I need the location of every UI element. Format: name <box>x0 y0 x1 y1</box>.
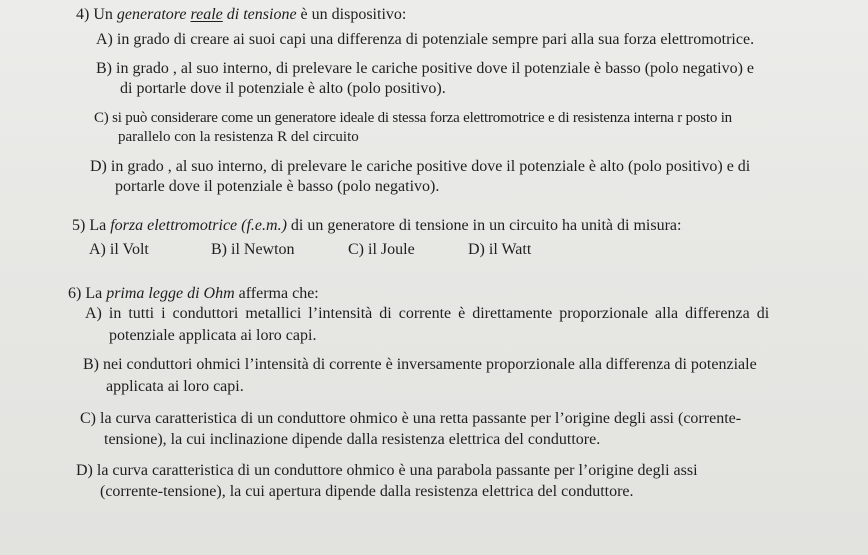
question-4-option-d-line-1: D) in grado , al suo interno, di prelevare le cariche positive dove il potenziale è alto (polo positivo) e di <box>90 158 751 175</box>
question-5-stem-prefix: 5) La <box>72 217 111 234</box>
question-6-option-a-line-1: A) in tutti i conduttori metallici l’intensità di corrente è direttamente proporzionale alla differenza di <box>85 305 770 322</box>
question-5-stem-suffix: di un generatore di tensione in un circuito ha unità di misura: <box>286 217 682 234</box>
question-5-option-a: A) il Volt <box>89 241 149 258</box>
question-6-option-a-line-2: potenziale applicata ai loro capi. <box>109 327 317 344</box>
question-4-option-d-line-2: portarle dove il potenziale è basso (polo negativo). <box>115 178 440 195</box>
question-4-option-a: A) in grado di creare ai suoi capi una differenza di potenziale sempre pari alla sua forza elettromotrice. <box>96 31 755 48</box>
question-4-option-b-line-2: di portarle dove il potenziale è alto (polo positivo). <box>120 80 446 97</box>
question-4-option-b-line-1: B) in grado , al suo interno, di prelevare le cariche positive dove il potenziale è basso (polo negativo) e <box>96 60 754 77</box>
question-6-stem-suffix: afferma che: <box>234 285 319 302</box>
question-6-option-b-line-2: applicata ai loro capi. <box>106 378 244 395</box>
question-4-stem-generatore: generatore <box>116 6 191 23</box>
question-4-stem-prefix: 4) Un <box>76 6 117 23</box>
question-6-stem-italic: prima legge di Ohm <box>106 285 235 302</box>
question-4-stem-reale: reale <box>190 6 223 23</box>
question-4-stem-suffix: è un dispositivo: <box>296 6 407 23</box>
question-6-option-b-line-1: B) nei conduttori ohmici l’intensità di corrente è inversamente proporzionale alla differenza di potenziale <box>83 356 757 373</box>
question-5-stem <box>72 217 681 235</box>
question-4-stem-di-tensione: di tensione <box>222 6 297 23</box>
question-5-option-b: B) il Newton <box>211 241 295 258</box>
question-6-option-c-line-1: C) la curva caratteristica di un conduttore ohmico è una retta passante per l’origine degli assi (corrente- <box>80 410 742 427</box>
question-6-option-d-line-2: (corrente-tensione), la cui apertura dipende dalla resistenza elettrica del conduttore. <box>100 483 634 500</box>
question-6-stem-prefix: 6) La <box>68 285 107 302</box>
question-6-stem <box>68 285 319 303</box>
question-4-option-c-line-1: C) si può considerare come un generatore ideale di stessa forza elettromotrice e di resistenza interna r posto in <box>94 110 732 126</box>
question-6-option-c-line-2: tensione), la cui inclinazione dipende dalla resistenza elettrica del conduttore. <box>104 431 601 448</box>
question-5-option-d: D) il Watt <box>468 241 532 258</box>
question-6-option-d-line-1: D) la curva caratteristica di un conduttore ohmico è una parabola passante per l’origine degli assi <box>76 462 698 479</box>
question-4-stem <box>76 6 406 24</box>
question-5-option-c: C) il Joule <box>348 241 415 258</box>
question-4-option-c-line-2: parallelo con la resistenza R del circuito <box>118 129 359 145</box>
question-5-stem-italic: forza elettromotrice (f.e.m.) <box>110 217 287 234</box>
